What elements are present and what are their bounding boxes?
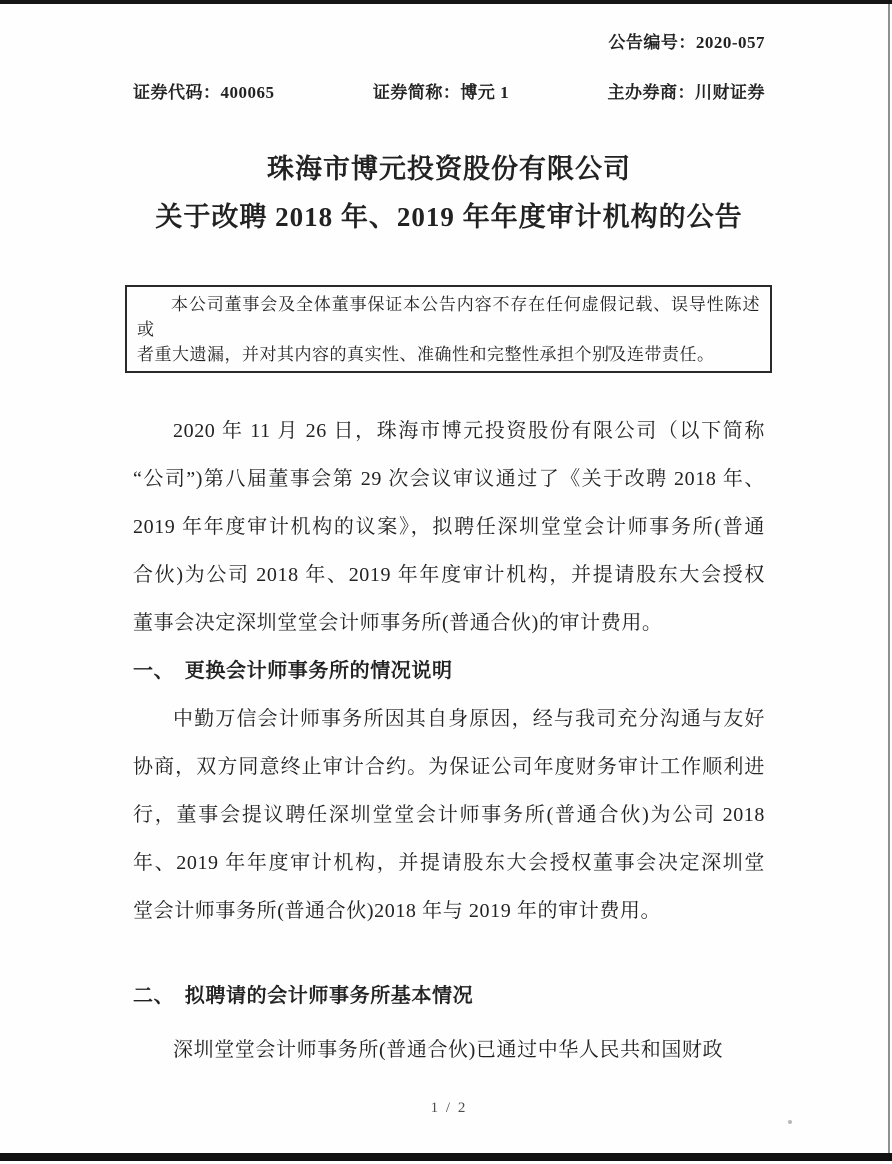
paragraph-line: 中勤万信会计师事务所因其自身原因，经与我司充分沟通与友好 — [173, 708, 765, 730]
securities-code: 证券代码：400065 — [133, 83, 275, 102]
company-name-title: 珠海市博元投资股份有限公司 — [267, 154, 631, 184]
paragraph-line: 2019 年年度审计机构的议案》，拟聘任深圳堂堂会计师事务所(普通 — [133, 516, 765, 538]
securities-header-row — [133, 78, 765, 103]
title-block — [133, 145, 765, 241]
sponsor-broker: 主办券商：川财证券 — [607, 83, 765, 102]
securities-name: 证券简称：博元 1 — [372, 83, 510, 102]
disclaimer-line: 者重大遗漏，并对其内容的真实性、准确性和完整性承担个别及连带责任。 — [137, 345, 715, 364]
disclaimer-line: 本公司董事会及全体董事保证本公告内容不存在任何虚假记载、误导性陈述或 — [137, 295, 760, 339]
paragraph-line: 深圳堂堂会计师事务所(普通合伙)已通过中华人民共和国财政 — [173, 1039, 724, 1061]
paragraph-line: 协商，双方同意终止审计合约。为保证公司年度财务审计工作顺利进 — [133, 756, 765, 778]
section-1-heading: 一、 更换会计师事务所的情况说明 — [133, 660, 453, 682]
announcement-title: 关于改聘 2018 年、2019 年年度审计机构的公告 — [155, 202, 743, 232]
scan-edge-right — [888, 4, 890, 1153]
section-2-heading: 二、 拟聘请的会计师事务所基本情况 — [133, 985, 474, 1007]
paragraph-line: 堂会计师事务所(普通合伙)2018 年与 2019 年的审计费用。 — [133, 900, 662, 922]
paragraph-line: 2020 年 11 月 26 日，珠海市博元投资股份有限公司（以下简称 — [173, 420, 765, 442]
scan-edge-bottom — [0, 1153, 892, 1161]
scan-artifact-dot — [788, 1120, 792, 1124]
body-text — [133, 407, 765, 1074]
page-number: 1 / 2 — [430, 1100, 468, 1116]
paragraph-line: 董事会决定深圳堂堂会计师事务所(普通合伙)的审计费用。 — [133, 612, 663, 634]
paragraph-line: 年、2019 年年度审计机构，并提请股东大会授权董事会决定深圳堂 — [133, 852, 765, 874]
paragraph-line: “公司”)第八届董事会第 29 次会议审议通过了《关于改聘 2018 年、 — [133, 468, 765, 490]
document-content — [133, 0, 765, 1117]
announcement-number: 公告编号：2020-057 — [608, 33, 765, 52]
disclaimer-box — [125, 285, 772, 373]
paragraph-line: 合伙)为公司 2018 年、2019 年年度审计机构，并提请股东大会授权 — [133, 564, 765, 586]
paragraph-line: 行，董事会提议聘任深圳堂堂会计师事务所(普通合伙)为公司 2018 — [133, 804, 765, 826]
